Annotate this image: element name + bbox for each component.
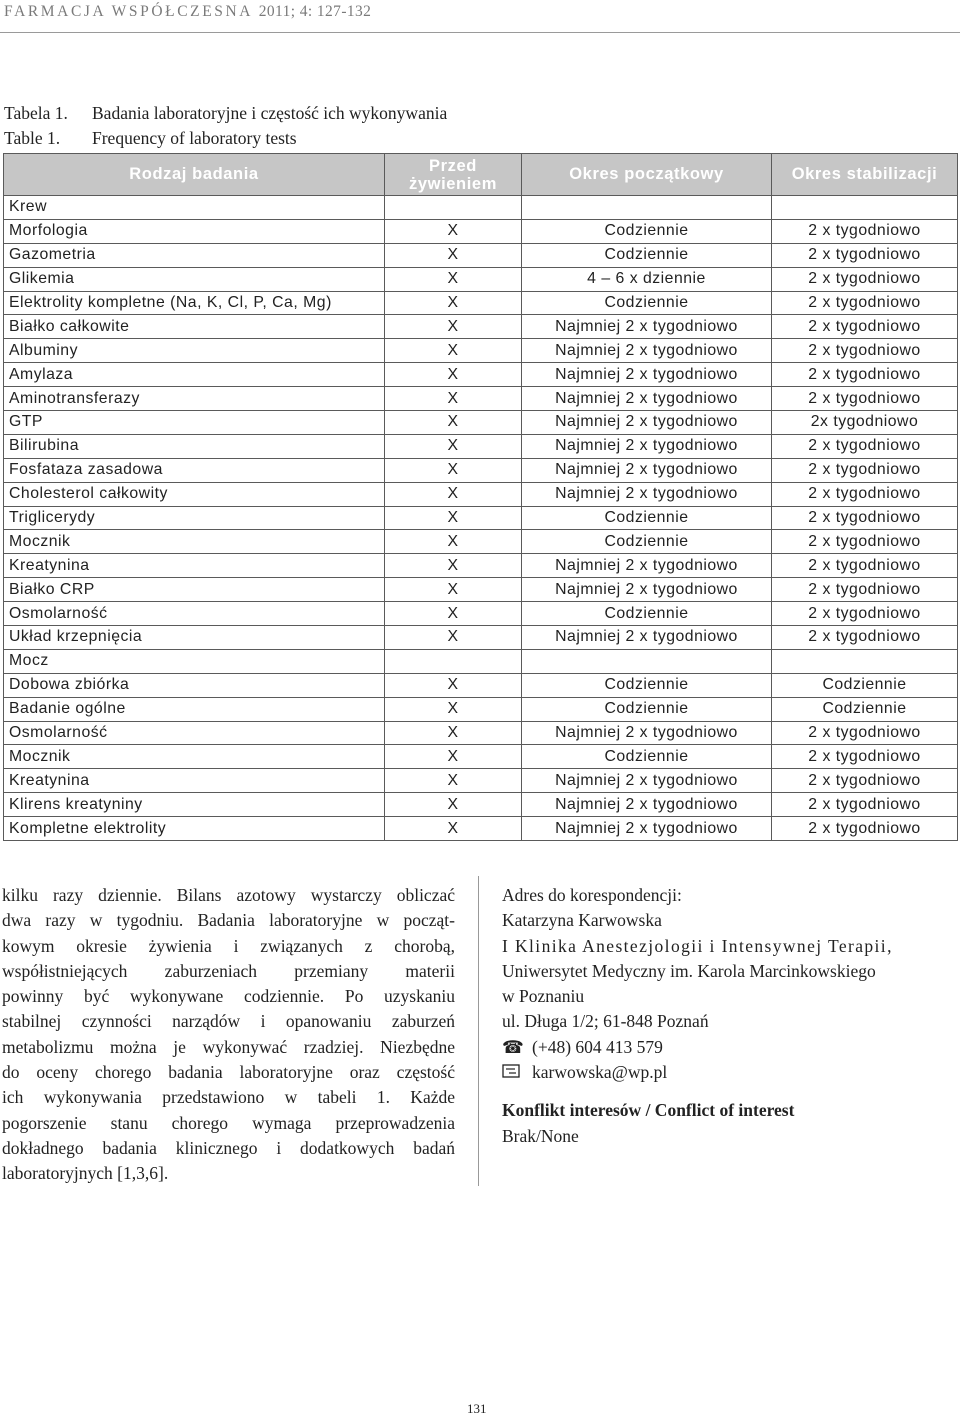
journal-name: FARMACJA WSPÓŁCZESNA <box>4 3 253 20</box>
conflict-value: Brak/None <box>502 1125 579 1146</box>
body-text-line: pogorszenie stanu chorego wymaga przeprowadzenia <box>2 1112 455 1133</box>
cell-test-name: Układ krzepnięcia <box>4 626 385 650</box>
body-text-line: stabilnej czynności narządów i opanowaniu zaburzeń <box>2 1011 455 1032</box>
table-row <box>4 817 958 841</box>
table-row <box>4 363 958 387</box>
body-text-line: metabolizmu można je wykonywać rzadziej. Niezbędne <box>2 1036 455 1057</box>
cell-stable-period: 2 x tygodniowo <box>772 554 958 578</box>
cell-initial-period: Najmniej 2 x tygodniowo <box>522 363 772 387</box>
table-row <box>4 267 958 291</box>
cell-stable-period: 2 x tygodniowo <box>772 793 958 817</box>
caption-text: Frequency of laboratory tests <box>92 128 297 148</box>
cell-test-name: Osmolarność <box>4 721 385 745</box>
cell-stable-period: 2 x tygodniowo <box>772 315 958 339</box>
header-stable-period: Okres stabilizacji <box>772 154 958 196</box>
email-icon <box>502 1060 532 1085</box>
table-row <box>4 482 958 506</box>
table-row <box>4 745 958 769</box>
table-row <box>4 291 958 315</box>
header-initial-period: Okres początkowy <box>522 154 772 196</box>
cell-test-name: Bilirubina <box>4 434 385 458</box>
table-row <box>4 387 958 411</box>
cell-initial-period: Codziennie <box>522 530 772 554</box>
table-row <box>4 602 958 626</box>
table-row <box>4 626 958 650</box>
cell-test-name: Elektrolity kompletne (Na, K, Cl, P, Ca, Mg) <box>4 291 385 315</box>
header-rule <box>0 32 960 33</box>
cell-initial-period <box>522 649 772 673</box>
cell-stable-period: 2 x tygodniowo <box>772 578 958 602</box>
cell-initial-period: Codziennie <box>522 243 772 267</box>
cell-initial-period: Najmniej 2 x tygodniowo <box>522 817 772 841</box>
cell-initial-period: Codziennie <box>522 506 772 530</box>
cell-initial-period: Najmniej 2 x tygodniowo <box>522 769 772 793</box>
cell-test-name: Morfologia <box>4 219 385 243</box>
cell-stable-period: 2 x tygodniowo <box>772 745 958 769</box>
cell-test-name: Kreatynina <box>4 769 385 793</box>
phone-number: (+48) 604 413 579 <box>532 1036 663 1057</box>
cell-before-feeding: X <box>385 387 522 411</box>
cell-test-name: Mocz <box>4 649 385 673</box>
table-row <box>4 458 958 482</box>
cell-before-feeding: X <box>385 458 522 482</box>
cell-before-feeding: X <box>385 697 522 721</box>
email-line <box>502 1060 958 1085</box>
table-row <box>4 793 958 817</box>
cell-stable-period: 2 x tygodniowo <box>772 339 958 363</box>
body-text-line: laboratoryjnych [1,3,6]. <box>2 1163 169 1184</box>
table-row <box>4 315 958 339</box>
cell-initial-period: Najmniej 2 x tygodniowo <box>522 458 772 482</box>
cell-test-name: Amylaza <box>4 363 385 387</box>
cell-before-feeding: X <box>385 243 522 267</box>
cell-initial-period: Najmniej 2 x tygodniowo <box>522 411 772 435</box>
cell-before-feeding <box>385 196 522 220</box>
body-text-line: dokładnego badania klinicznego i dodatkowych badań <box>2 1137 455 1158</box>
cell-initial-period: Codziennie <box>522 673 772 697</box>
cell-test-name: Kompletne elektrolity <box>4 817 385 841</box>
cell-test-name: Aminotransferazy <box>4 387 385 411</box>
table-row <box>4 243 958 267</box>
table-row <box>4 721 958 745</box>
cell-before-feeding: X <box>385 602 522 626</box>
table-row <box>4 673 958 697</box>
correspondence-heading: Adres do korespondencji: <box>502 885 682 905</box>
cell-initial-period <box>522 196 772 220</box>
cell-stable-period: 2 x tygodniowo <box>772 769 958 793</box>
cell-stable-period: 2 x tygodniowo <box>772 482 958 506</box>
cell-stable-period: 2x tygodniowo <box>772 411 958 435</box>
body-text-line: współistniejących zaburzeniach przemiany materii <box>2 960 455 981</box>
table-row <box>4 697 958 721</box>
cell-before-feeding: X <box>385 554 522 578</box>
cell-before-feeding: X <box>385 411 522 435</box>
caption-pl <box>4 101 447 126</box>
cell-before-feeding: X <box>385 482 522 506</box>
table-row <box>4 434 958 458</box>
table-row <box>4 339 958 363</box>
cell-stable-period: 2 x tygodniowo <box>772 530 958 554</box>
cell-initial-period: Najmniej 2 x tygodniowo <box>522 721 772 745</box>
cell-before-feeding: X <box>385 530 522 554</box>
cell-test-name: Fosfataza zasadowa <box>4 458 385 482</box>
cell-initial-period: Codziennie <box>522 745 772 769</box>
cell-test-name: GTP <box>4 411 385 435</box>
cell-test-name: Albuminy <box>4 339 385 363</box>
phone-icon: ☎ <box>502 1036 524 1057</box>
table-row <box>4 649 958 673</box>
cell-stable-period: 2 x tygodniowo <box>772 458 958 482</box>
cell-stable-period <box>772 196 958 220</box>
cell-initial-period: Codziennie <box>522 219 772 243</box>
body-text-line: powinny być wykonywane codziennie. Po uzyskaniu <box>2 986 455 1007</box>
cell-initial-period: Codziennie <box>522 697 772 721</box>
table-row <box>4 769 958 793</box>
column-divider <box>478 876 479 1186</box>
body-text-line: ich wykonywania przedstawiono w tabeli 1. Każde <box>2 1087 455 1108</box>
lab-tests-table <box>3 153 958 841</box>
author-university: Uniwersytet Medyczny im. Karola Marcinkowskiego <box>502 960 876 981</box>
cell-stable-period: 2 x tygodniowo <box>772 626 958 650</box>
cell-initial-period: Najmniej 2 x tygodniowo <box>522 793 772 817</box>
cell-test-name: Dobowa zbiórka <box>4 673 385 697</box>
cell-before-feeding: X <box>385 817 522 841</box>
cell-initial-period: Codziennie <box>522 602 772 626</box>
cell-stable-period: Codziennie <box>772 697 958 721</box>
table-row <box>4 506 958 530</box>
cell-before-feeding: X <box>385 291 522 315</box>
cell-before-feeding: X <box>385 673 522 697</box>
cell-stable-period: 2 x tygodniowo <box>772 387 958 411</box>
caption-label: Table 1. <box>4 128 61 148</box>
cell-test-name: Badanie ogólne <box>4 697 385 721</box>
cell-before-feeding: X <box>385 434 522 458</box>
cell-initial-period: Najmniej 2 x tygodniowo <box>522 387 772 411</box>
cell-initial-period: Najmniej 2 x tygodniowo <box>522 434 772 458</box>
body-text-line: dwa razy w tygodniu. Badania laboratoryjne w począt- <box>2 910 455 931</box>
cell-stable-period: 2 x tygodniowo <box>772 243 958 267</box>
cell-before-feeding: X <box>385 626 522 650</box>
cell-stable-period: 2 x tygodniowo <box>772 267 958 291</box>
cell-test-name: Klirens kreatyniny <box>4 793 385 817</box>
cell-test-name: Mocznik <box>4 745 385 769</box>
cell-test-name: Białko całkowite <box>4 315 385 339</box>
header-przed-line2: żywieniem <box>409 174 497 193</box>
page-number: 131 <box>467 1401 487 1416</box>
cell-initial-period: Najmniej 2 x tygodniowo <box>522 554 772 578</box>
cell-test-name: Krew <box>4 196 385 220</box>
cell-before-feeding: X <box>385 219 522 243</box>
cell-before-feeding: X <box>385 506 522 530</box>
caption-text: Badania laboratoryjne i częstość ich wykonywania <box>92 103 448 123</box>
cell-stable-period <box>772 649 958 673</box>
cell-test-name: Białko CRP <box>4 578 385 602</box>
author-name: Katarzyna Karwowska <box>502 910 662 931</box>
body-text-left <box>2 883 455 1187</box>
cell-initial-period: Najmniej 2 x tygodniowo <box>522 482 772 506</box>
cell-test-name: Mocznik <box>4 530 385 554</box>
table-row <box>4 196 958 220</box>
journal-header <box>4 3 371 21</box>
cell-test-name: Glikemia <box>4 267 385 291</box>
cell-initial-period: Najmniej 2 x tygodniowo <box>522 315 772 339</box>
cell-before-feeding: X <box>385 793 522 817</box>
table-row <box>4 219 958 243</box>
cell-stable-period: 2 x tygodniowo <box>772 434 958 458</box>
cell-test-name: Kreatynina <box>4 554 385 578</box>
cell-test-name: Osmolarność <box>4 602 385 626</box>
cell-before-feeding: X <box>385 721 522 745</box>
caption-label: Tabela 1. <box>4 103 68 123</box>
cell-before-feeding: X <box>385 267 522 291</box>
cell-stable-period: 2 x tygodniowo <box>772 219 958 243</box>
table-body <box>4 196 958 841</box>
cell-before-feeding: X <box>385 363 522 387</box>
cell-test-name: Gazometria <box>4 243 385 267</box>
cell-stable-period: Codziennie <box>772 673 958 697</box>
table-row <box>4 411 958 435</box>
cell-before-feeding: X <box>385 769 522 793</box>
journal-volume: 2011; 4: 127-132 <box>258 3 372 20</box>
header-before-feeding <box>385 154 522 196</box>
cell-stable-period: 2 x tygodniowo <box>772 291 958 315</box>
body-text-line: kowym okresie żywienia i związanych z chorobą, <box>2 935 455 956</box>
table-row <box>4 578 958 602</box>
header-test-type: Rodzaj badania <box>4 154 385 196</box>
table-row <box>4 530 958 554</box>
author-address: ul. Długa 1/2; 61-848 Poznań <box>502 1011 709 1032</box>
table-row <box>4 554 958 578</box>
cell-before-feeding <box>385 649 522 673</box>
cell-test-name: Triglicerydy <box>4 506 385 530</box>
cell-before-feeding: X <box>385 339 522 363</box>
body-text-line: do oceny chorego badania laboratoryjne oraz częstość <box>2 1062 455 1083</box>
email-address[interactable]: karwowska@wp.pl <box>532 1062 668 1083</box>
table-header-row <box>4 154 958 196</box>
cell-stable-period: 2 x tygodniowo <box>772 363 958 387</box>
cell-stable-period: 2 x tygodniowo <box>772 817 958 841</box>
header-przed-line1: Przed <box>429 156 477 175</box>
cell-stable-period: 2 x tygodniowo <box>772 721 958 745</box>
cell-initial-period: Najmniej 2 x tygodniowo <box>522 578 772 602</box>
cell-initial-period: Codziennie <box>522 291 772 315</box>
cell-test-name: Cholesterol całkowity <box>4 482 385 506</box>
body-text-line: kilku razy dziennie. Bilans azotowy wystarczy obliczać <box>2 885 455 905</box>
cell-before-feeding: X <box>385 315 522 339</box>
cell-stable-period: 2 x tygodniowo <box>772 506 958 530</box>
cell-stable-period: 2 x tygodniowo <box>772 602 958 626</box>
caption-en <box>4 126 447 151</box>
author-department: I Klinika Anestezjologii i Intensywnej Terapii, <box>502 935 893 956</box>
table-captions <box>4 101 447 151</box>
cell-before-feeding: X <box>385 578 522 602</box>
conflict-title: Konflikt interesów / Conflict of interest <box>502 1100 795 1121</box>
cell-initial-period: Najmniej 2 x tygodniowo <box>522 339 772 363</box>
phone-line <box>502 1035 958 1060</box>
correspondence-block <box>502 883 958 1149</box>
cell-before-feeding: X <box>385 745 522 769</box>
cell-initial-period: 4 – 6 x dziennie <box>522 267 772 291</box>
cell-initial-period: Najmniej 2 x tygodniowo <box>522 626 772 650</box>
author-city: w Poznaniu <box>502 986 585 1007</box>
